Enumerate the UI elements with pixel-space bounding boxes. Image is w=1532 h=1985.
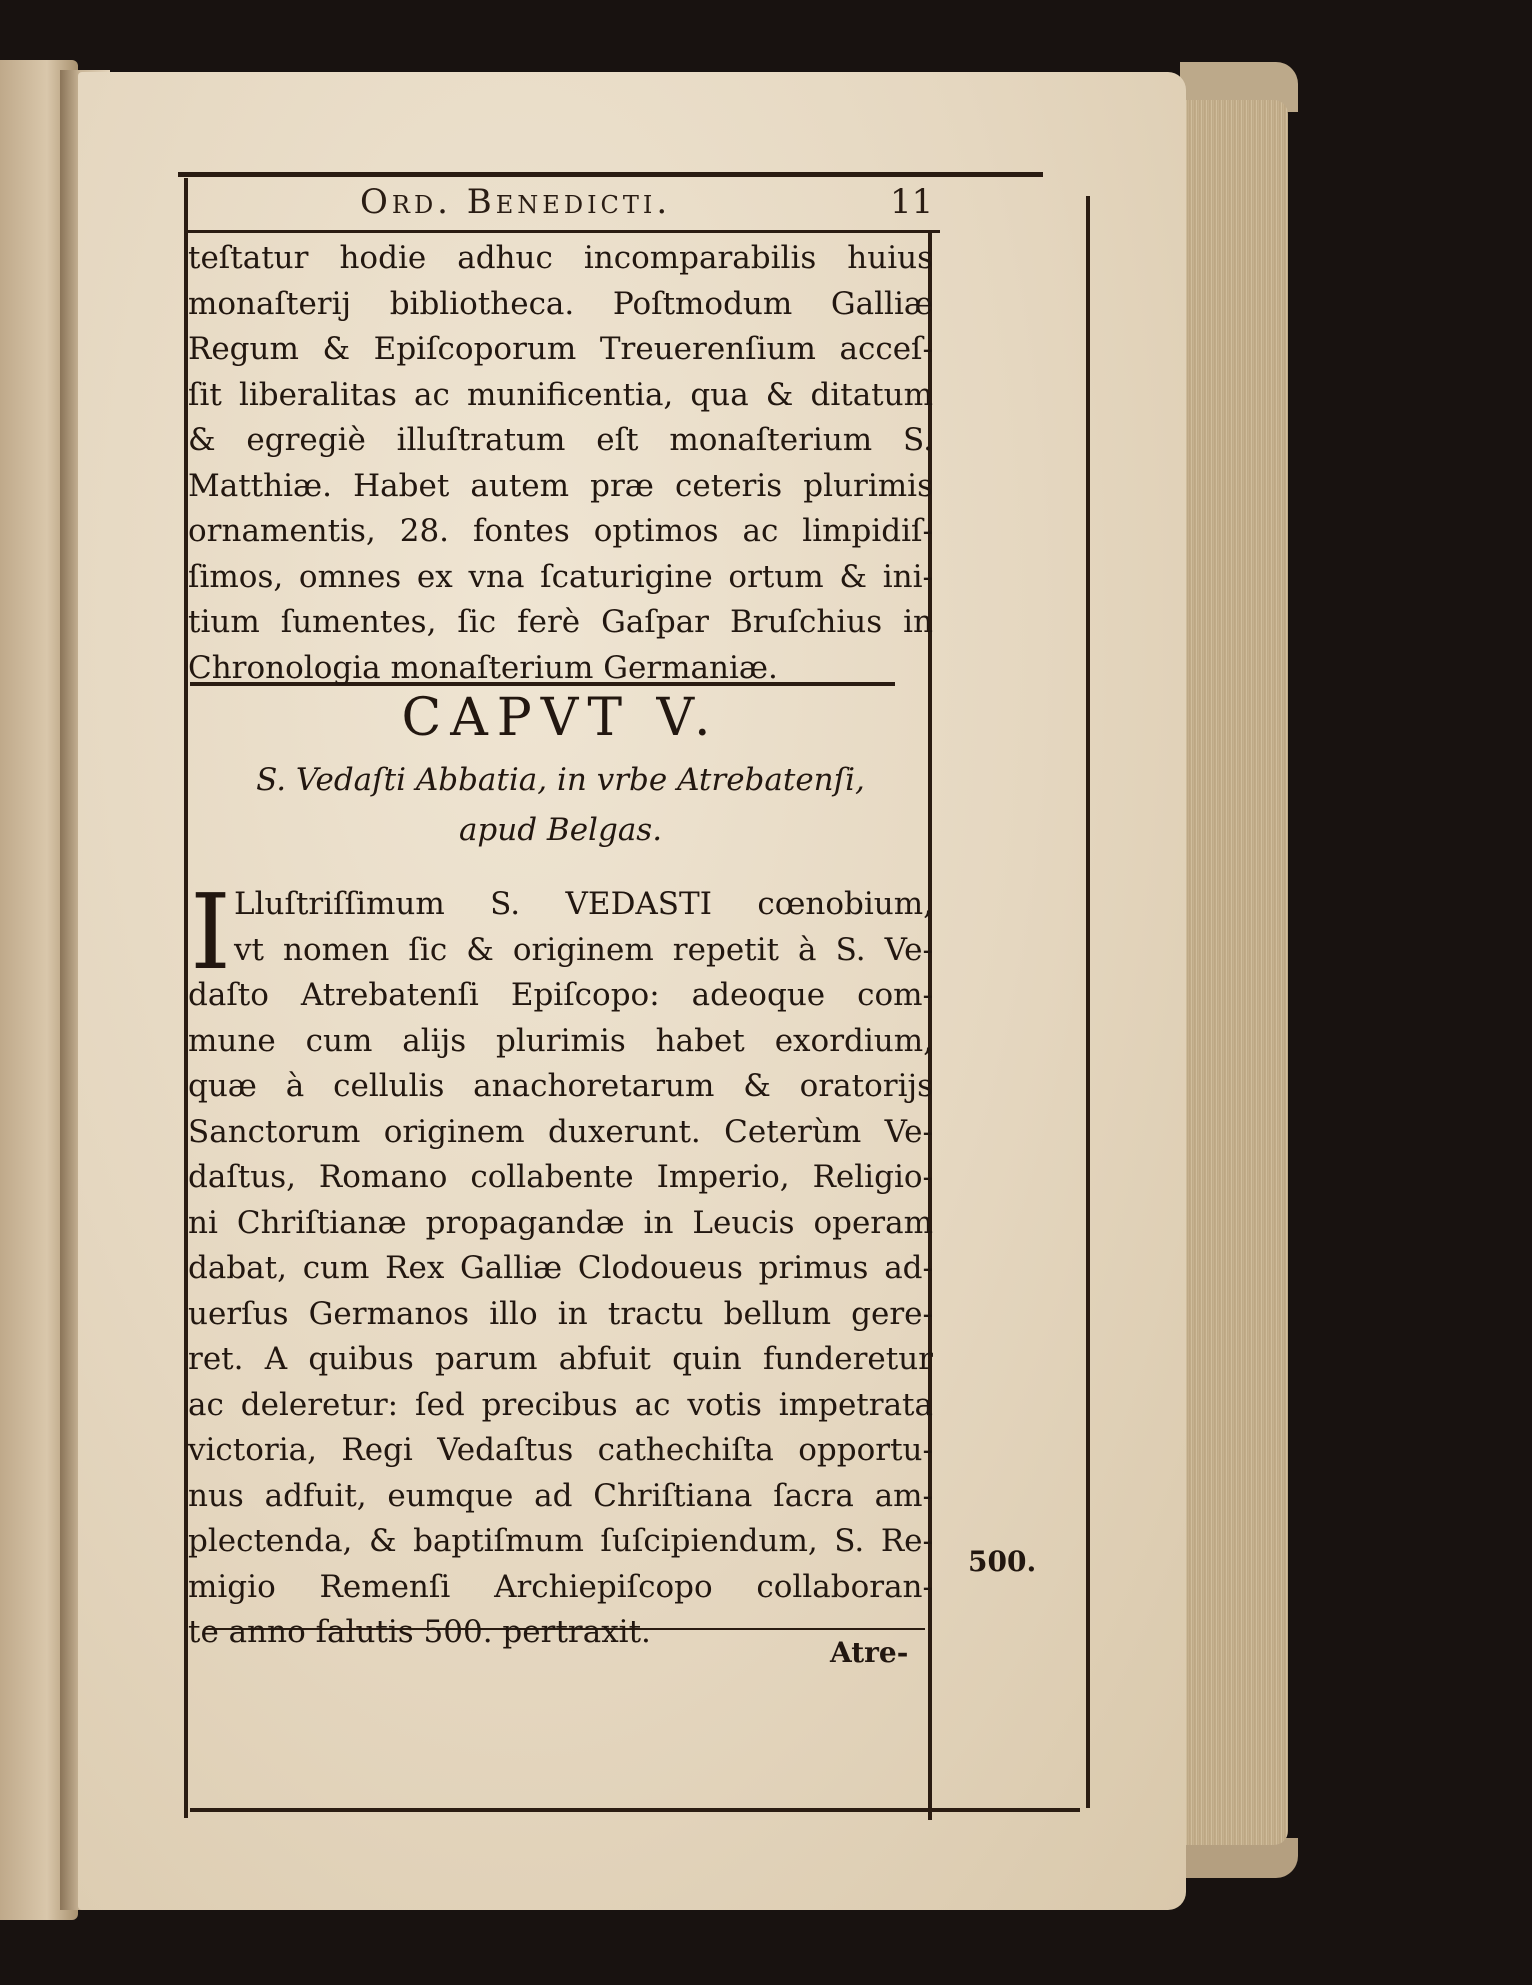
text-line: ni Chriſtianæ propagandæ in Leucis operam [188, 1204, 933, 1241]
paragraph-2 [188, 871, 933, 1656]
text-line: vt nomen ſic & originem repetit à S. Ve- [234, 931, 933, 968]
text-line: monaſterij bibliotheca. Poſtmodum Galliæ [188, 285, 933, 322]
text-line: Regum & Epiſcoporum Treuerenſium acceſ- [188, 331, 933, 367]
text-line: migio Remenſi Archiepiſcopo collaboran- [188, 1568, 933, 1605]
text-line: & egregiè illuſtratum eſt monaſterium S. [188, 422, 933, 458]
chapter-subtitle-line-2: apud Belgas. [458, 812, 663, 848]
outer-right-rule [1086, 196, 1090, 1808]
text-line: plectenda, & baptiſmum ſuſcipiendum, S. Re- [188, 1523, 933, 1559]
margin-note: 500. [968, 1545, 1037, 1578]
text-line: uerſus Germanos illo in tractu bellum gere- [188, 1295, 933, 1332]
chapter-subtitle-line-1: S. Vedaſti Abbatia, in vrbe Atrebatenſi, [256, 762, 865, 798]
running-head [190, 182, 934, 230]
text-line: tium ſumentes, ſic ferè Gaſpar Bruſchius in [188, 604, 933, 640]
catchword: Atre- [830, 1636, 909, 1669]
text-line: ornamentis, 28. fontes optimos ac limpidiſ- [188, 513, 933, 549]
text-line: victoria, Regi Vedaſtus cathechiſta opportu- [188, 1432, 933, 1468]
text-line: te anno ſalutis 500. pertraxit. [188, 1614, 651, 1650]
header-rule [185, 230, 940, 233]
text-line: nus adfuit, eumque ad Chriſtiana ſacra am- [188, 1477, 933, 1514]
text-line: daſto Atrebatenſi Epiſcopo: adeoque com- [188, 977, 933, 1013]
text-line: teſtatur hodie adhuc incomparabilis huius [188, 240, 933, 276]
text-line: daſtus, Romano collabente Imperio, Religio- [188, 1159, 933, 1195]
page-number: 11 [890, 182, 934, 222]
bottom-rule [190, 1808, 1080, 1812]
chapter-heading: CAPVT V. [401, 688, 720, 748]
page-edges [1178, 100, 1288, 1845]
text-line: ſimos, omnes ex vna ſcaturigine ortum & ini- [188, 558, 933, 595]
text-line: ac deleretur: ſed precibus ac votis impetrata [188, 1386, 933, 1423]
text-line: mune cum alijs plurimis habet exordium, [188, 1022, 933, 1059]
text-line: Matthiæ. Habet autem præ ceteris plurimis [188, 467, 933, 504]
text-line: Chronologia monaſterium Germaniæ. [188, 649, 778, 686]
text-line: dabat, cum Rex Galliæ Clodoueus primus ad- [188, 1250, 933, 1286]
drop-cap: I [190, 871, 232, 993]
text-line: Lluſtriſſimum S. VEDASTI cœnobium, [234, 886, 933, 922]
text-line: Sanctorum originem duxerunt. Ceterùm Ve- [188, 1113, 933, 1150]
text-line: ſit liberalitas ac munificentia, qua & ditatum [188, 376, 933, 413]
top-rule [178, 172, 1043, 177]
text-line: quæ à cellulis anachoretarum & oratorijs [188, 1068, 933, 1104]
text-line: ret. A quibus parum abfuit quin funderetur [188, 1341, 933, 1377]
running-head-title: Ord. Benedicti. [360, 182, 672, 222]
paragraph-1 [188, 236, 933, 691]
